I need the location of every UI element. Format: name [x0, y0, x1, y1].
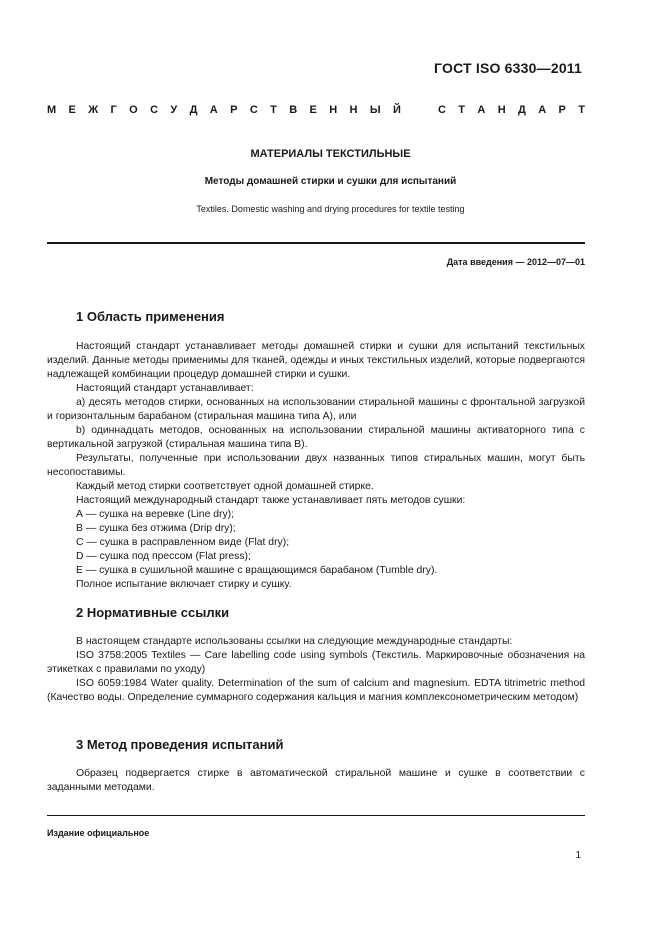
- introduction-date: Дата введения — 2012—07—01: [446, 257, 585, 267]
- heading-letter: Г: [110, 104, 117, 116]
- heading-letter: Д: [189, 104, 198, 116]
- heading-letter: А: [477, 104, 486, 116]
- document-english-title: Textiles. Domestic washing and drying procedures for textile testing: [196, 204, 465, 214]
- section-1-body: [47, 340, 585, 592]
- heading-letter: О: [129, 104, 138, 116]
- heading-letter: Р: [230, 104, 238, 116]
- paragraph: Настоящий стандарт устанавливает методы домашней стирки и сушки для испытаний текстильных изделий. Данные методы применимы для тканей, одежды и иных текстильных изделий, которые подвергаются надлежащей комбинации процедур домашней стирки и сушки.: [47, 341, 585, 380]
- page-number: 1: [575, 850, 581, 861]
- section-3-heading: 3 Метод проведения испытаний: [76, 737, 284, 752]
- heading-letter: С: [437, 104, 446, 116]
- heading-letter: Т: [578, 104, 585, 116]
- heading-letter: С: [249, 104, 258, 116]
- footer-divider: [47, 815, 585, 816]
- paragraph: Настоящий стандарт устанавливает:: [76, 383, 254, 394]
- list-item: А — сушка на веревке (Line dry);: [76, 509, 235, 520]
- standard-designation: ГОСТ ISO 6330—2011: [434, 60, 582, 76]
- heading-letter: Й: [393, 104, 401, 116]
- heading-letter: Н: [349, 104, 358, 116]
- heading-letter: А: [538, 104, 547, 116]
- heading-letter: Р: [558, 104, 566, 116]
- heading-letter: М: [47, 104, 57, 116]
- heading-letter: У: [170, 104, 178, 116]
- paragraph: Образец подвергается стирке в автоматической стиральной машине и сушке в соответствии с заданными методами.: [47, 768, 585, 793]
- heading-letter: С: [150, 104, 159, 116]
- heading-letter: Т: [270, 104, 277, 116]
- section-3-body: [47, 767, 585, 795]
- paragraph: Каждый метод стирки соответствует одной домашней стирке.: [76, 481, 374, 492]
- document-subtitle: Методы домашней стирки и сушки для испытаний: [204, 176, 457, 187]
- list-item: E — сушка в сушильной машине с вращающимся барабаном (Tumble dry).: [76, 565, 438, 576]
- heading-letter: Ы: [369, 104, 381, 116]
- section-2-body: [47, 635, 585, 705]
- heading-letter: Д: [518, 104, 526, 116]
- list-item: В — сушка без отжима (Drip dry);: [76, 523, 236, 534]
- heading-letter: Т: [458, 104, 466, 116]
- section-2-heading: 2 Нормативные ссылки: [76, 605, 230, 620]
- list-item: b) одиннадцать методов, основанных на использовании стиральной машины активаторного типа с вертикальной загрузкой (стиральная машина типа В).: [47, 425, 585, 450]
- heading-letter: Н: [497, 104, 506, 116]
- official-edition-note: Издание официальное: [47, 828, 150, 838]
- paragraph: Результаты, полученные при использовании двух названных типов стиральных машин, могут быть несопоставимы.: [47, 453, 585, 478]
- paragraph: Настоящий международный стандарт также устанавливает пять методов сушки:: [76, 495, 466, 506]
- list-item: С — сушка в расправленном виде (Flat dry);: [76, 537, 290, 548]
- reference-item: ISO 3758:2005 Textiles — Care labelling code using symbols (Текстиль. Маркировочные обозначения на этикетках с правилами по уходу): [47, 650, 585, 675]
- heading-letter: Е: [68, 104, 76, 116]
- heading-letter: В: [289, 104, 298, 116]
- reference-item: ISO 6059:1984 Water quality. Determination of the sum of calcium and magnesium. EDTA titrimetric method (Качество воды. Определение суммарного содержания кальция и магния комплексонометрическим методом): [47, 678, 585, 703]
- heading-letter: Н: [329, 104, 338, 116]
- heading-letter: Е: [309, 104, 317, 116]
- document-title: МАТЕРИАЛЫ ТЕКСТИЛЬНЫЕ: [250, 148, 411, 160]
- heading-letter: А: [209, 104, 218, 116]
- list-item: a) десять методов стирки, основанных на использовании стиральной машины с фронтальной загрузкой и горизонтальным барабаном (стиральная машина типа А), или: [47, 397, 585, 422]
- paragraph: В настоящем стандарте использованы ссылки на следующие международные стандарты:: [76, 636, 513, 647]
- title-divider: [47, 242, 585, 244]
- section-1-heading: 1 Область применения: [76, 309, 225, 324]
- paragraph: Полное испытание включает стирку и сушку.: [76, 579, 292, 590]
- interstate-standard-heading: [47, 104, 585, 116]
- list-item: D — сушка под прессом (Flat press);: [76, 551, 251, 562]
- heading-letter: Ж: [88, 104, 99, 116]
